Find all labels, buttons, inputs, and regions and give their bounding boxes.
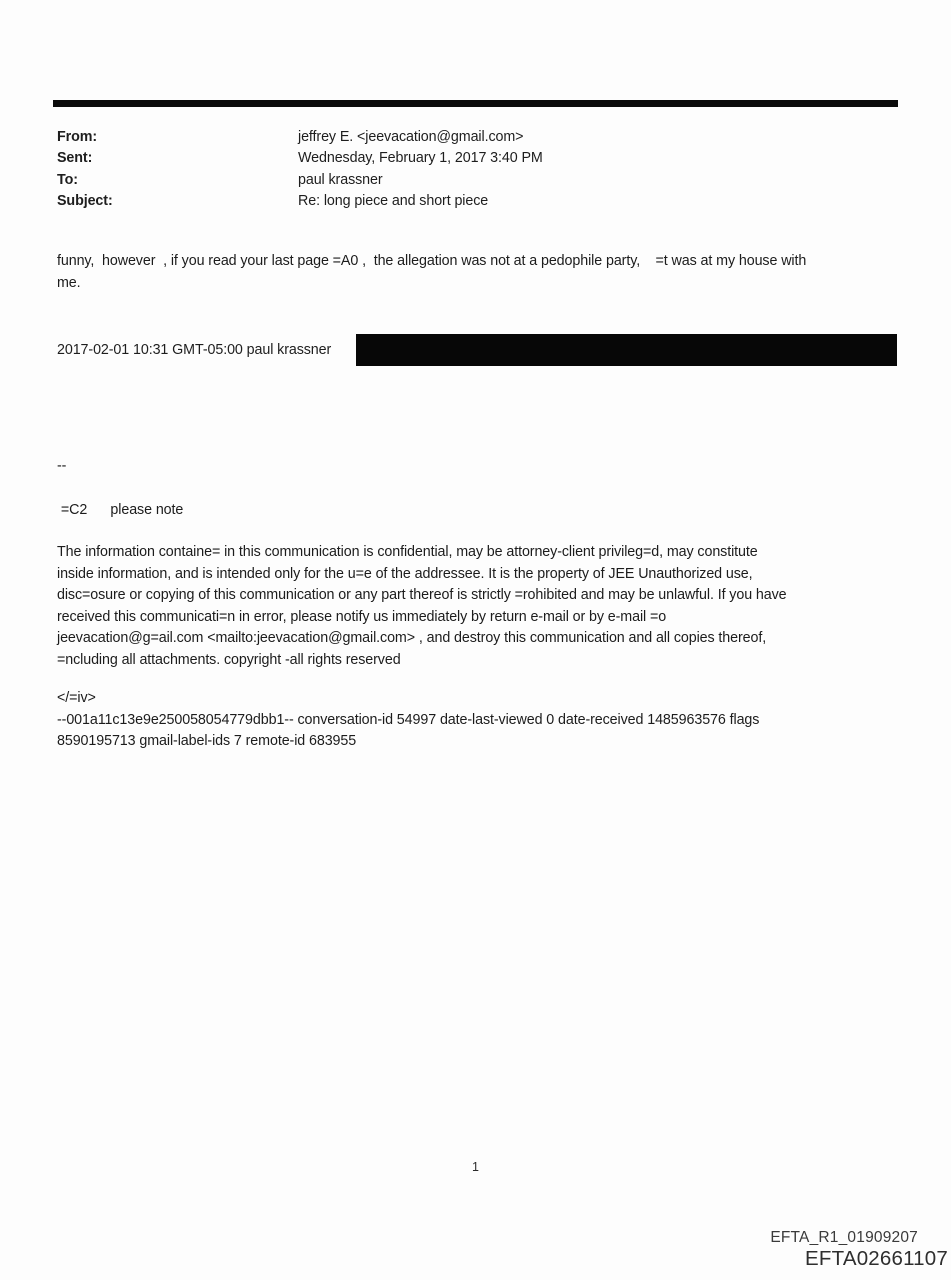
header-field-value: Re: long piece and short piece [298,193,489,210]
header-field-label: Subject: [57,193,113,210]
header-field-label: To: [57,171,78,188]
header-field-value: Wednesday, February 1, 2017 3:40 PM [298,150,543,167]
disclaimer-paragraph [57,542,787,671]
header-field-row [57,169,917,191]
body-line: me. [57,274,81,291]
header-field-label: Sent: [57,150,93,167]
disclaimer-line: inside information, and is intended only for the u=e of the addressee. It is the property of JEE Unauthorized use, [57,565,753,582]
disclaimer-line: =ncluding all attachments. copyright -all rights reserved [57,651,401,668]
mime-ids-line: 8590195713 gmail-label-ids 7 remote-id 683955 [57,733,357,749]
header-field-label: From: [57,128,98,145]
header-field-value: jeffrey E. <jeevacation@gmail.com> [298,128,524,145]
top-horizontal-rule [53,100,898,107]
page-number: 1 [472,1160,479,1174]
header-field-value: paul krassner [298,171,383,188]
disclaimer-line: disc=osure or copying of this communication or any part thereof is strictly =rohibited and may be unlawful. If you have [57,587,787,603]
quoted-reply-text: 2017-02-01 10:31 GMT-05:00 paul krassner [57,342,332,358]
bates-number-large: EFTA02661107 [805,1247,948,1270]
quoted-reply-line [57,334,331,366]
header-field-row [57,191,917,213]
note-line: =C2 please note [57,502,184,518]
header-field-row [57,148,917,170]
bates-number-small: EFTA_R1_01909207 [770,1229,918,1246]
html-fragment-line: </=iv> [57,690,96,706]
mime-boundary-line: --001a11c13e9e250058054779dbb1-- conversation-id 54997 date-last-viewed 0 date-received 1485963576 flags [57,711,760,728]
disclaimer-line: The information containe= in this communication is confidential, may be attorney-client privileg=d, may constitute [57,544,758,560]
body-line: funny, however , if you read your last page =A0 , the allegation was not at a pedophile party, =t was at my house with [57,253,807,269]
redaction-bar [356,334,897,366]
disclaimer-line: received this communicati=n in error, please notify us immediately by return e-mail or by e-mail =o [57,608,667,625]
email-body-paragraph [57,251,806,294]
email-header-block [57,126,917,212]
disclaimer-line: jeevacation@g=ail.com <mailto:jeevacation@gmail.com> , and destroy this communication and all copies thereof, [57,630,767,646]
mime-trailer-block [57,688,759,753]
signature-separator: -- [57,458,67,474]
header-field-row [57,126,917,148]
bates-footer [0,1228,951,1271]
